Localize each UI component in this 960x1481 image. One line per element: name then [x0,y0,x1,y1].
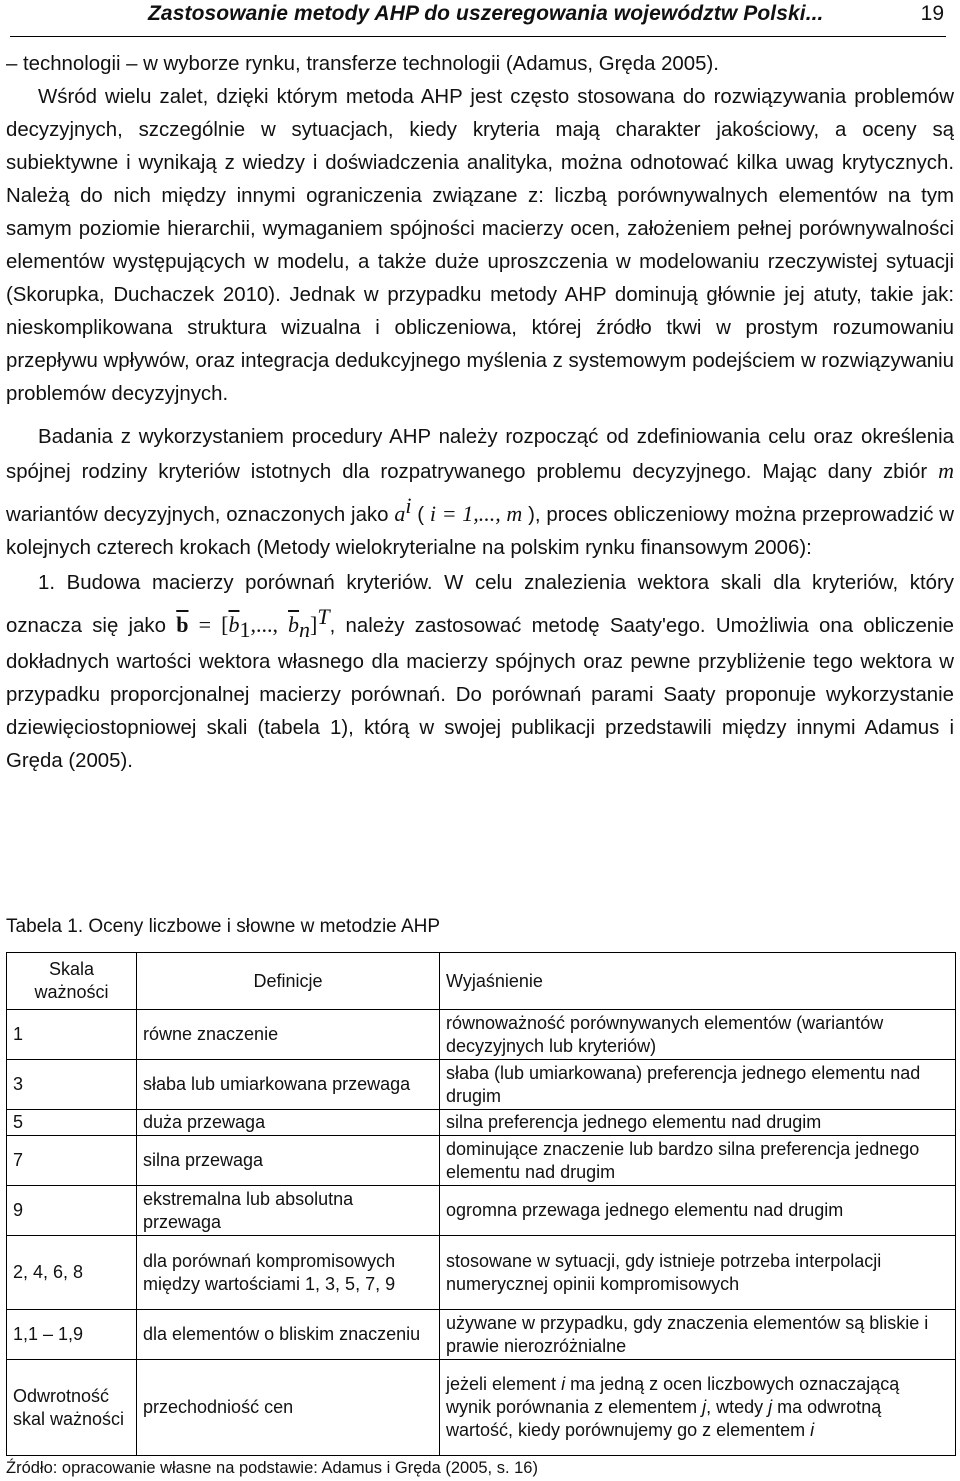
paragraph-1: Wśród wielu zalet, dzięki którym metoda AHP jest często stosowana do rozwiązywania problemów decyzyjnych, szczególnie w sytuacjach, kiedy kryteria mają charakter jakościowy, a oceny są subiektywne i wynikają z wiedzy i doświadczenia analityka, można odnotować kilka uwag krytycznych. Należą do nich między innymi ograniczenia związane z: liczbą porównywalnych elementów na tym samym poziomie hierarchii, wymaganiem spójności macierzy ocen, założeniem pełnej porównywalności elementów występujących w modelu, a także duże uproszczenia w modelowaniu rzeczywistej sytuacji (Skorupka, Duchaczek 2010). Jednak w przypadku metody AHP dominują głównie jej atuty, takie jak: nieskomplikowana struktura wizualna i obliczeniowa, której źródło tkwi w prostym rozumowaniu przepływu wpływów, oraz integracja dedukcyjnego myślenia z systemowym podejściem w rozwiązywaniu problemów decyzyjnych. [6,86,954,405]
cell-definition: silna przewaga [137,1136,440,1186]
table-row [7,1186,956,1236]
explanation-var-j: j [768,1397,773,1417]
cell-definition: duża przewaga [137,1110,440,1136]
cell-explanation: silna preferencja jednego elementu nad drugim [440,1110,956,1136]
cell-explanation: dominujące znaczenie lub bardzo silna preferencja jednego elementu nad drugim [440,1136,956,1186]
step-1-text-a: 1. Budowa macierzy porównań kryteriów. W celu znalezienia wektora skali dla kryteriów, który oznacza się jako [6,571,954,637]
math-range: i = 1,..., m [429,500,523,526]
header-definitions: Definicje [137,953,440,1010]
math-bracket-open: [ [221,611,229,637]
header-title: Zastosowanie metody AHP do uszeregowania województw Polski... [148,2,824,25]
cell-scale: Odwrotność skal ważności [7,1360,137,1456]
table-row [7,1110,956,1136]
table-caption: Tabela 1. Oceny liczbowe i słowne w metodzie AHP [6,916,441,937]
explanation-var-i: i [810,1420,815,1440]
cell-definition: dla porównań kompromisowych między wartościami 1, 3, 5, 7, 9 [137,1236,440,1310]
body-text [6,48,954,778]
table-row [7,1310,956,1360]
cell-scale: 7 [7,1136,137,1186]
explanation-text-a: jeżeli element [446,1374,562,1394]
cell-explanation: ogromna przewaga jednego elementu nad drugim [440,1186,956,1236]
explanation-text-c: , wtedy [706,1397,769,1417]
running-header [10,0,946,37]
table-row [7,1360,956,1456]
cell-definition: słaba lub umiarkowana przewaga [137,1060,440,1110]
cell-definition: dla elementów o bliskim znaczeniu [137,1310,440,1360]
paragraph-2-text-a: Badania z wykorzystaniem procedury AHP należy rozpocząć od zdefiniowania celu oraz określenia spójnej rodziny kryteriów istotnych dla rozpatrywanego problemu decyzyjnego. Mając dany zbiór [6,426,954,483]
math-b-vector: $\overline{b}$ [176,611,189,637]
page-number: 19 [920,2,944,25]
step-1-text-b: , należy zastosować metodę Saaty'ego. Umożliwia ona obliczenie dokładnych wartości wektora własnego dla macierzy spójnych oraz pewne przybliżenie tego wektora w przypadku proporcjonalnej macierzy porównań. Do porównań parami Saaty proponuje wykorzystanie dziewięciostopniowej skali (tabela 1), którą w swojej publikacji przedstawili między innymi Adamus i Gręda (2005). [6,614,954,772]
table-header-row [7,953,956,1010]
paragraph-2-range-open: ( [411,503,430,526]
math-a-sup: i [405,493,412,518]
header-scale: Skala ważności [7,953,137,1010]
math-transpose: T [317,603,330,629]
math-dots: ,..., [250,611,289,637]
cell-scale: 9 [7,1186,137,1236]
math-equals: = [188,611,222,637]
math-b1-sub: 1 [239,616,251,642]
explanation-var-i: i [561,1374,566,1394]
cell-explanation [440,1360,956,1456]
list-item-dash: – technologii – w wyborze rynku, transferze technologii (Adamus, Gręda 2005). [6,53,719,75]
math-b1: $\overline{b}$ [228,611,240,637]
table-row [7,1060,956,1110]
explanation-var-j: j [702,1397,707,1417]
paragraph-2-text-c: , proces obliczeniowy można przeprowadzić w kolejnych czterech krokach (Metody wielokryterialne na polskim rynku finansowym 2006): [6,503,954,559]
paragraph-2-range-close: ) [522,503,535,526]
math-a: a [394,500,406,526]
table-row [7,1010,956,1060]
cell-definition: przechodniość cen [137,1360,440,1456]
cell-scale: 3 [7,1060,137,1110]
paragraph-2 [6,421,954,565]
table-row [7,1136,956,1186]
table-source: Źródło: opracowanie własne na podstawie: Adamus i Gręda (2005, s. 16) [6,1459,538,1477]
math-m: m [938,458,954,483]
paragraph-2-text-b: wariantów decyzyjnych, oznaczonych jako [6,503,395,526]
cell-scale: 5 [7,1110,137,1136]
math-bn-sub: n [299,616,311,642]
cell-explanation: stosowane w sytuacji, gdy istnieje potrzeba interpolacji numerycznej opinii kompromisowych [440,1236,956,1310]
step-1 [6,567,954,778]
cell-definition: ekstremalna lub absolutna przewaga [137,1186,440,1236]
explanation-text-b: ma jedną z ocen liczbowych oznaczającą wynik porównania z elementem [446,1374,900,1417]
cell-explanation: równoważność porównywanych elementów (wariantów decyzyjnych lub kryteriów) [440,1010,956,1060]
ahp-scale-table [6,952,956,1456]
cell-scale: 2, 4, 6, 8 [7,1236,137,1310]
cell-explanation: używane w przypadku, gdy znaczenia elementów są bliskie i prawie nierozróżnialne [440,1310,956,1360]
table-row [7,1236,956,1310]
cell-scale: 1 [7,1010,137,1060]
cell-definition: równe znaczenie [137,1010,440,1060]
cell-explanation: słaba (lub umiarkowana) preferencja jednego elementu nad drugim [440,1060,956,1110]
explanation-text-d: ma odwrotną wartość, kiedy porównujemy go z elementem [446,1397,882,1440]
math-bracket-close: ] [310,611,318,637]
header-explanation: Wyjaśnienie [440,953,956,1010]
math-bn: $\overline{b}$ [288,611,300,637]
cell-scale: 1,1 – 1,9 [7,1310,137,1360]
